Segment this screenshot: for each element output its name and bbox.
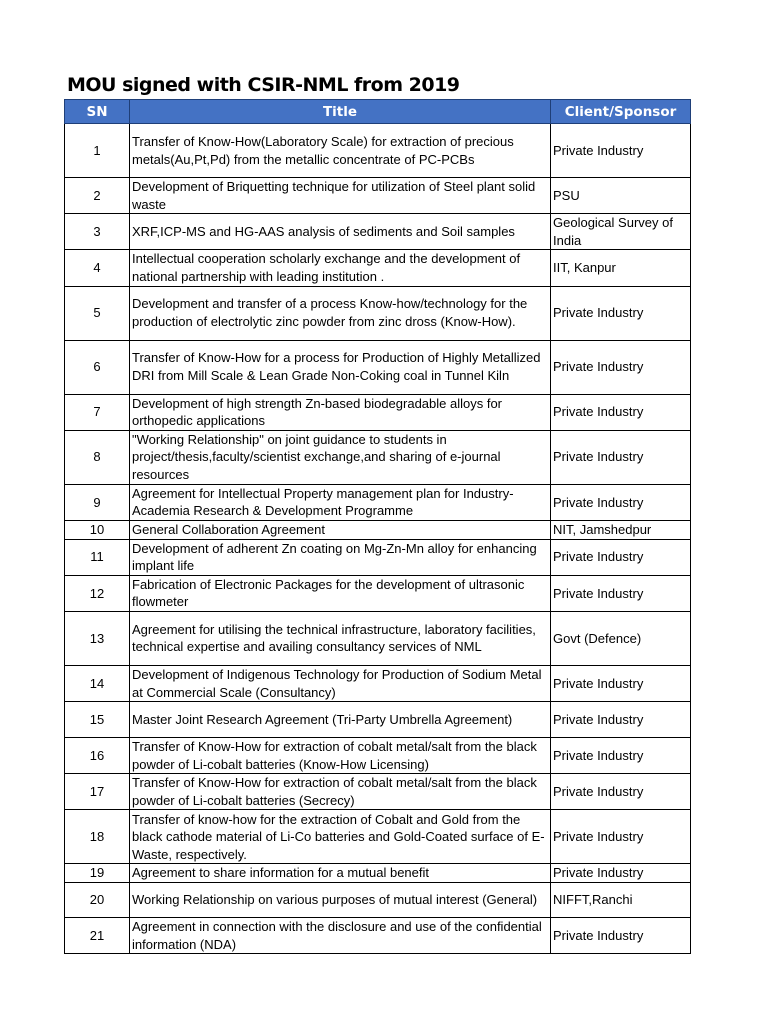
table-row — [65, 214, 691, 250]
cell-sn: 7 — [65, 394, 130, 430]
table-row — [65, 250, 691, 286]
cell-sn: 19 — [65, 864, 130, 883]
table-row — [65, 575, 691, 611]
table-row — [65, 539, 691, 575]
cell-client: Private Industry — [551, 864, 691, 883]
cell-sn: 13 — [65, 611, 130, 665]
cell-title: Intellectual cooperation scholarly exchange and the development of national partnership with leading institution . — [130, 250, 551, 286]
cell-title: Development of high strength Zn-based biodegradable alloys for orthopedic applications — [130, 394, 551, 430]
table-row — [65, 918, 691, 954]
cell-client: Private Industry — [551, 430, 691, 484]
table-row — [65, 702, 691, 738]
cell-title: Transfer of Know-How(Laboratory Scale) for extraction of precious metals(Au,Pt,Pd) from the metallic concentrate of PC-PCBs — [130, 124, 551, 178]
cell-title: Development and transfer of a process Know-how/technology for the production of electrolytic zinc powder from zinc dross (Know-How). — [130, 286, 551, 340]
table-row — [65, 864, 691, 883]
cell-client: Geological Survey of India — [551, 214, 691, 250]
cell-sn: 11 — [65, 539, 130, 575]
cell-client: Private Industry — [551, 340, 691, 394]
cell-title: Master Joint Research Agreement (Tri-Party Umbrella Agreement) — [130, 702, 551, 738]
cell-title: Transfer of Know-How for extraction of cobalt metal/salt from the black powder of Li-cobalt batteries (Secrecy) — [130, 774, 551, 810]
cell-sn: 5 — [65, 286, 130, 340]
table-row — [65, 665, 691, 701]
column-header-title: Title — [130, 100, 551, 124]
cell-sn: 12 — [65, 575, 130, 611]
table-row — [65, 484, 691, 520]
cell-title: Development of Indigenous Technology for Production of Sodium Metal at Commercial Scale (Consultancy) — [130, 665, 551, 701]
cell-title: Agreement to share information for a mutual benefit — [130, 864, 551, 883]
cell-sn: 21 — [65, 918, 130, 954]
table-row — [65, 520, 691, 539]
cell-client: Private Industry — [551, 394, 691, 430]
cell-client: NIFFT,Ranchi — [551, 883, 691, 918]
column-header-sn: SN — [65, 100, 130, 124]
cell-client: Private Industry — [551, 484, 691, 520]
cell-title: Development of Briquetting technique for utilization of Steel plant solid waste — [130, 178, 551, 214]
cell-sn: 16 — [65, 738, 130, 774]
cell-sn: 8 — [65, 430, 130, 484]
cell-title: Fabrication of Electronic Packages for the development of ultrasonic flowmeter — [130, 575, 551, 611]
cell-title: Development of adherent Zn coating on Mg-Zn-Mn alloy for enhancing implant life — [130, 539, 551, 575]
cell-client: Private Industry — [551, 286, 691, 340]
cell-sn: 3 — [65, 214, 130, 250]
cell-title: Agreement for utilising the technical infrastructure, laboratory facilities, technical expertise and availing consultancy services of NML — [130, 611, 551, 665]
table-row — [65, 286, 691, 340]
table-row — [65, 340, 691, 394]
cell-client: Govt (Defence) — [551, 611, 691, 665]
cell-sn: 20 — [65, 883, 130, 918]
cell-sn: 4 — [65, 250, 130, 286]
cell-sn: 10 — [65, 520, 130, 539]
cell-title: XRF,ICP-MS and HG-AAS analysis of sediments and Soil samples — [130, 214, 551, 250]
table-row — [65, 611, 691, 665]
cell-title: Transfer of Know-How for extraction of cobalt metal/salt from the black powder of Li-cobalt batteries (Know-How Licensing) — [130, 738, 551, 774]
cell-sn: 6 — [65, 340, 130, 394]
cell-sn: 18 — [65, 810, 130, 864]
cell-title: Transfer of know-how for the extraction of Cobalt and Gold from the black cathode material of Li-Co batteries and Gold-Coated surface of E-Waste, respectively. — [130, 810, 551, 864]
cell-title: Working Relationship on various purposes of mutual interest (General) — [130, 883, 551, 918]
cell-title: General Collaboration Agreement — [130, 520, 551, 539]
cell-client: IIT, Kanpur — [551, 250, 691, 286]
page-title: MOU signed with CSIR-NML from 2019 — [67, 74, 460, 96]
cell-client: Private Industry — [551, 810, 691, 864]
cell-sn: 17 — [65, 774, 130, 810]
cell-sn: 14 — [65, 665, 130, 701]
mou-table — [64, 99, 691, 954]
cell-client: NIT, Jamshedpur — [551, 520, 691, 539]
cell-title: Agreement in connection with the disclosure and use of the confidential information (NDA) — [130, 918, 551, 954]
cell-sn: 2 — [65, 178, 130, 214]
cell-sn: 15 — [65, 702, 130, 738]
cell-sn: 1 — [65, 124, 130, 178]
column-header-client: Client/Sponsor — [551, 100, 691, 124]
cell-title: Agreement for Intellectual Property management plan for Industry-Academia Research & Development Programme — [130, 484, 551, 520]
cell-sn: 9 — [65, 484, 130, 520]
cell-title: Transfer of Know-How for a process for Production of Highly Metallized DRI from Mill Scale & Lean Grade Non-Coking coal in Tunnel Kiln — [130, 340, 551, 394]
cell-title: "Working Relationship" on joint guidance to students in project/thesis,faculty/scientist exchange,and sharing of e-journal resources — [130, 430, 551, 484]
cell-client: Private Industry — [551, 918, 691, 954]
cell-client: Private Industry — [551, 539, 691, 575]
table-row — [65, 774, 691, 810]
cell-client: Private Industry — [551, 738, 691, 774]
cell-client: Private Industry — [551, 774, 691, 810]
table-row — [65, 430, 691, 484]
table-row — [65, 738, 691, 774]
table-row — [65, 178, 691, 214]
cell-client: PSU — [551, 178, 691, 214]
table-row — [65, 810, 691, 864]
table-body — [65, 124, 691, 954]
cell-client: Private Industry — [551, 702, 691, 738]
cell-client: Private Industry — [551, 124, 691, 178]
table-row — [65, 883, 691, 918]
cell-client: Private Industry — [551, 575, 691, 611]
cell-client: Private Industry — [551, 665, 691, 701]
table-row — [65, 394, 691, 430]
table-header-row — [65, 100, 691, 124]
table-row — [65, 124, 691, 178]
